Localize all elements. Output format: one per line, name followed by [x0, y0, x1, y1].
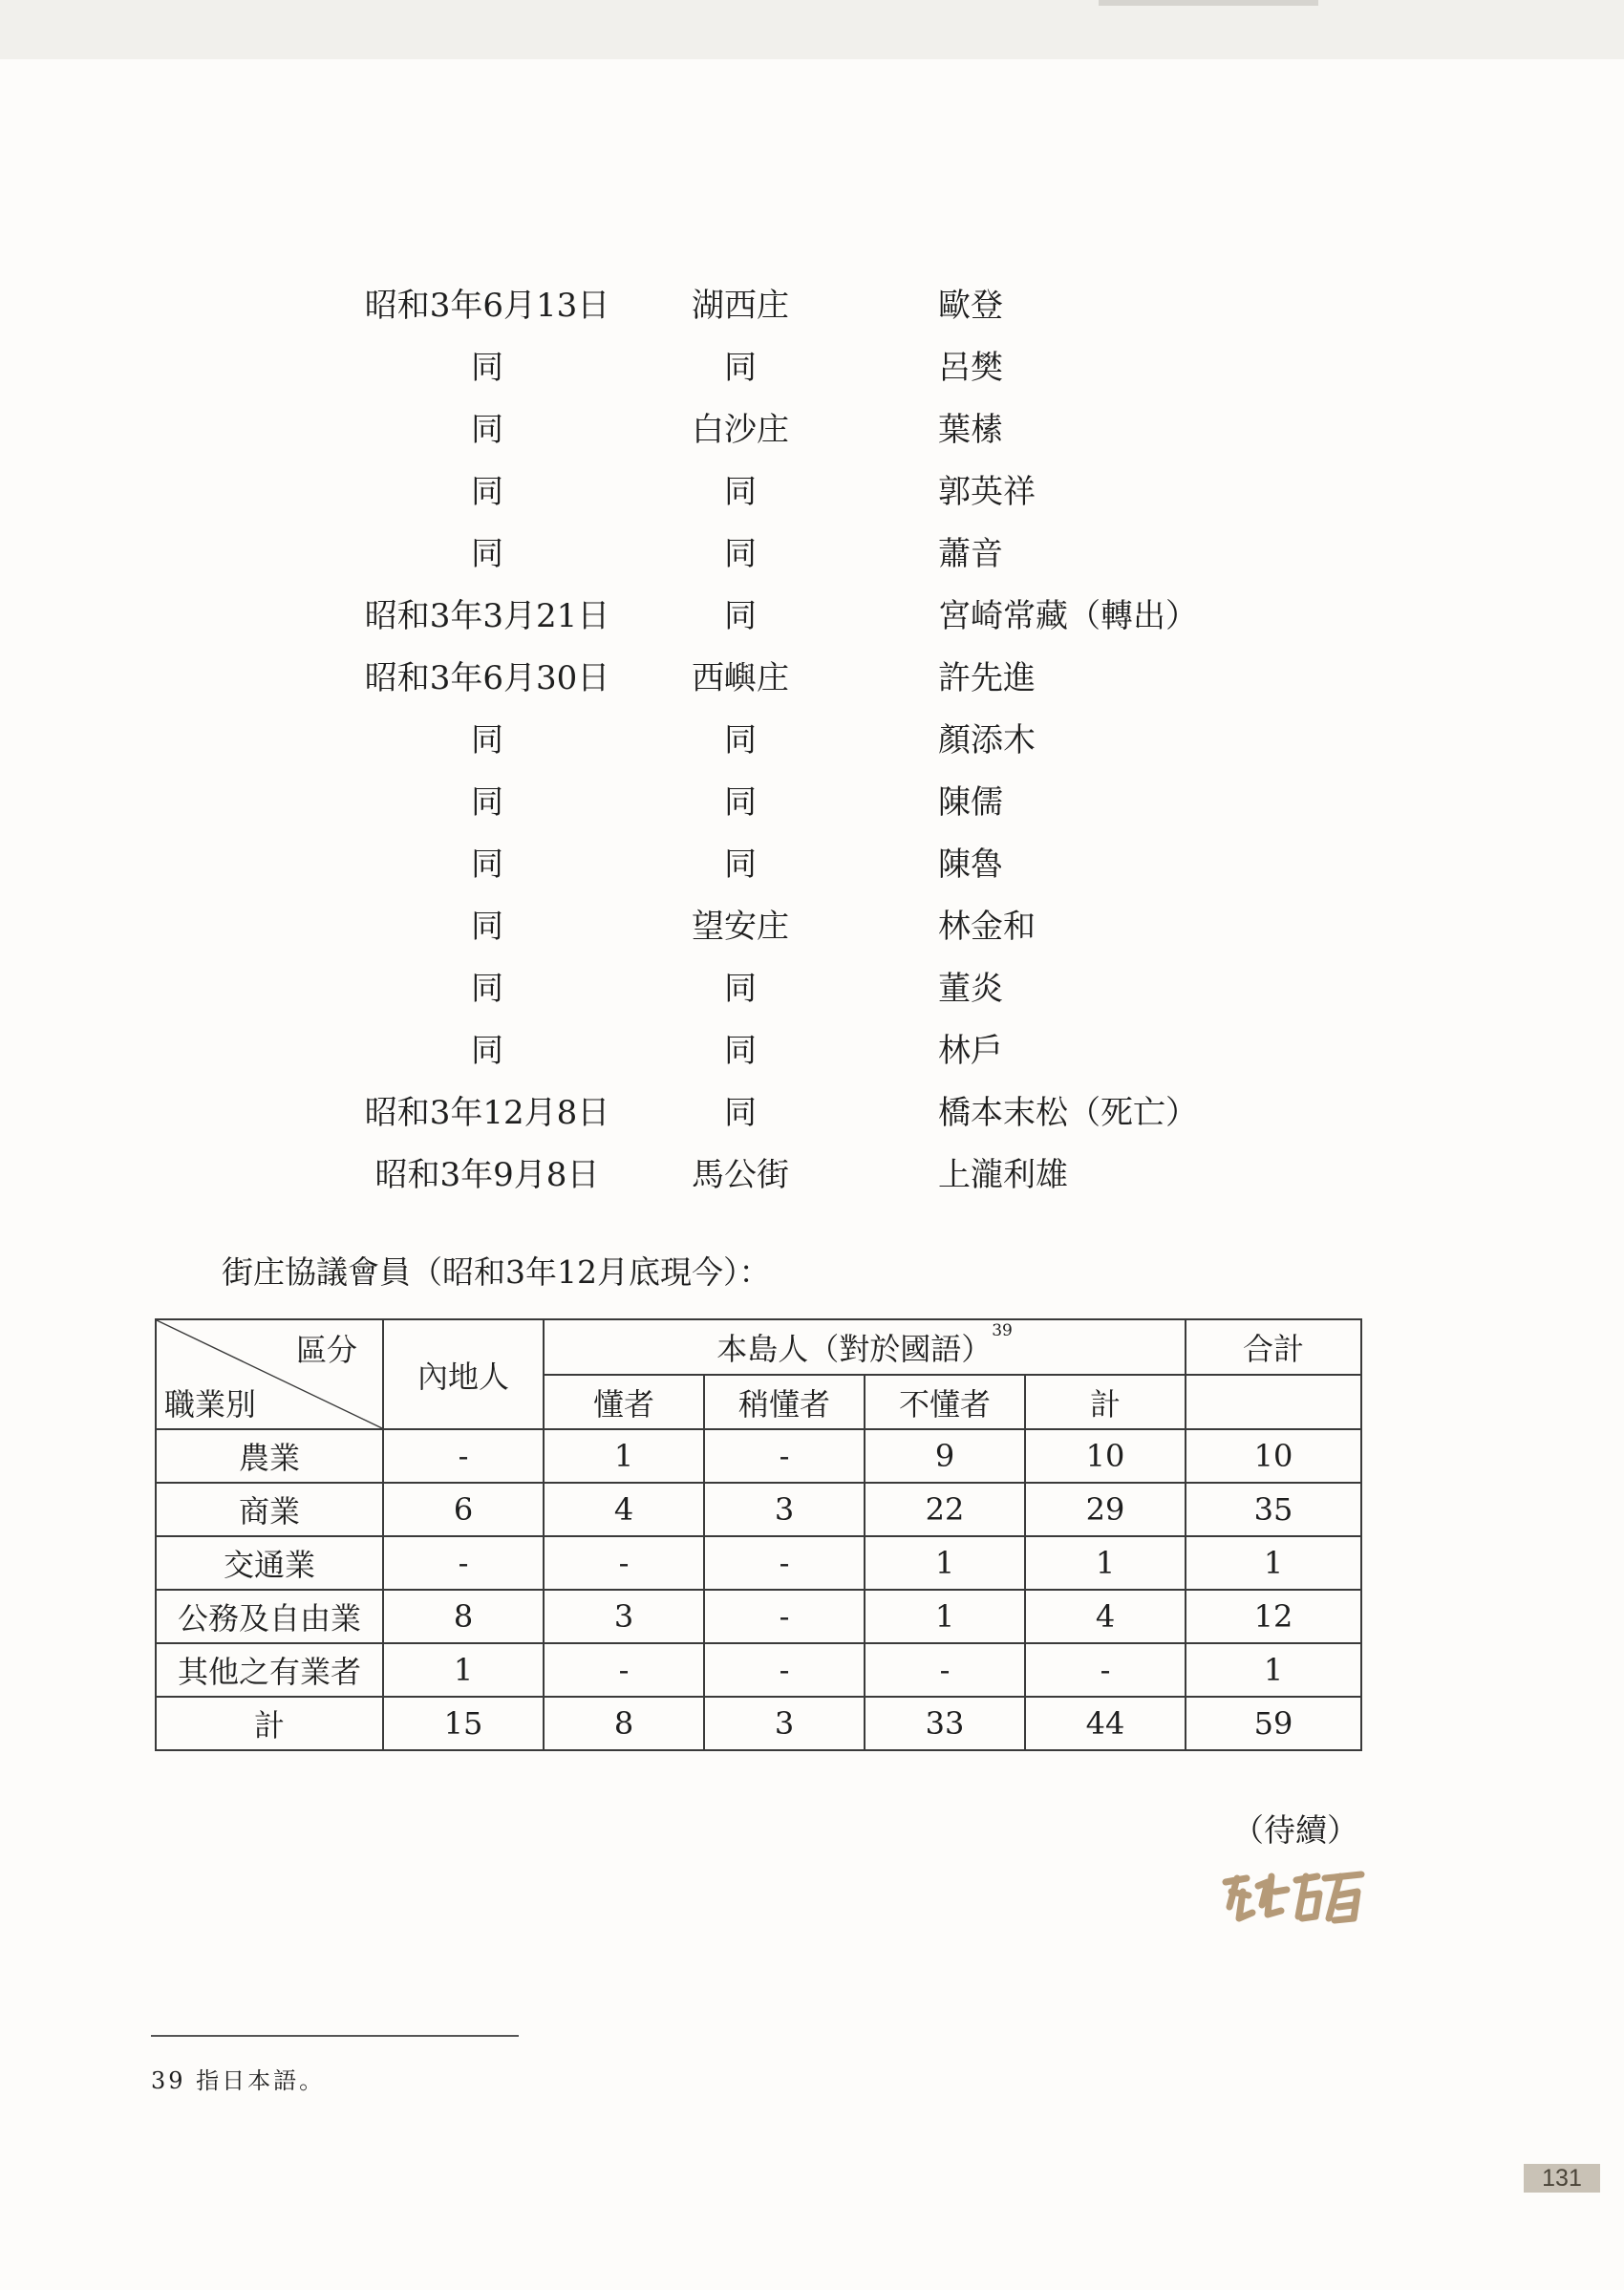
table-cell: 3: [704, 1483, 865, 1536]
table-cell: -: [544, 1536, 704, 1590]
table-cell: 1: [383, 1643, 544, 1697]
roster-date: 昭和3年6月30日: [364, 659, 610, 697]
table-row: [156, 1429, 1361, 1483]
table-row: [156, 1536, 1361, 1590]
table-cell: -: [544, 1643, 704, 1697]
roster-name: 歐登: [938, 287, 1003, 325]
roster-place: 西嶼庄: [692, 659, 789, 697]
table-cell: -: [704, 1536, 865, 1590]
roster-name: 葉榡: [938, 411, 1003, 449]
roster-name: 蕭音: [938, 535, 1003, 573]
roster-name: 陳魯: [938, 845, 1003, 884]
roster-name: 橋本末松（死亡）: [938, 1094, 1198, 1132]
roster-row: [344, 712, 1299, 769]
roster-name: 郭英祥: [938, 473, 1036, 511]
row-label: 公務及自由業: [156, 1590, 383, 1643]
table-cell: 29: [1025, 1483, 1186, 1536]
table-cell: 1: [1186, 1536, 1361, 1590]
row-label: 交通業: [156, 1536, 383, 1590]
publication-seal-logo: [1218, 1863, 1371, 1930]
table-cell: 35: [1186, 1483, 1361, 1536]
roster-place: 同: [724, 535, 757, 573]
occupation-table: [155, 1318, 1362, 1751]
table-cell: 10: [1025, 1429, 1186, 1483]
table-row: [156, 1590, 1361, 1643]
occupation-table-body: [156, 1429, 1361, 1750]
roster-place: 同: [724, 1032, 757, 1070]
roster-row: [344, 1146, 1299, 1204]
table-cell: 15: [383, 1697, 544, 1750]
header-hontou: [544, 1319, 1186, 1375]
roster-place: 同: [724, 783, 757, 822]
roster-place: 白沙庄: [692, 411, 789, 449]
roster-name: 林金和: [938, 908, 1036, 946]
roster-name: 上瀧利雄: [938, 1156, 1068, 1194]
roster-row: [344, 588, 1299, 645]
table-cell: 1: [865, 1536, 1025, 1590]
table-cell: 10: [1186, 1429, 1361, 1483]
row-label: 農業: [156, 1429, 383, 1483]
roster-place: 同: [724, 721, 757, 760]
footnote-39: 39 指日本語。: [151, 2067, 326, 2094]
roster-row: [344, 1022, 1299, 1080]
table-cell: -: [383, 1429, 544, 1483]
table-cell: -: [1025, 1643, 1186, 1697]
header-hontou-label: 本島人（對於國語）: [716, 1331, 993, 1367]
roster-date: 昭和3年3月21日: [364, 597, 610, 635]
header-sub-somewhat: 稍懂者: [704, 1375, 865, 1429]
roster-name: 顏添木: [938, 721, 1036, 760]
roster-row: [344, 339, 1299, 396]
roster-name: 宮崎常藏（轉出）: [938, 597, 1198, 635]
table-row: [156, 1697, 1361, 1750]
table-cell: 3: [544, 1590, 704, 1643]
header-naichi: 內地人: [383, 1319, 544, 1429]
roster-place: 湖西庄: [692, 287, 789, 325]
roster-place: 同: [724, 349, 757, 387]
header-sub-not-understand: 不懂者: [865, 1375, 1025, 1429]
roster-row: [344, 277, 1299, 334]
table-cell: 8: [383, 1590, 544, 1643]
roster-date: 同: [471, 411, 503, 449]
header-sub-understand: 懂者: [544, 1375, 704, 1429]
header-total: 合計: [1186, 1319, 1361, 1375]
roster-name: 陳儒: [938, 783, 1003, 822]
roster-date: 昭和3年6月13日: [364, 287, 610, 325]
roster-place: 同: [724, 473, 757, 511]
roster-row: [344, 1084, 1299, 1142]
table-cell: 1: [544, 1429, 704, 1483]
roster-date: 同: [471, 535, 503, 573]
roster-place: 同: [724, 845, 757, 884]
roster-row: [344, 774, 1299, 831]
table-cell: 59: [1186, 1697, 1361, 1750]
table-cell: 1: [1025, 1536, 1186, 1590]
roster-name: 林戶: [938, 1032, 1003, 1070]
table-cell: 33: [865, 1697, 1025, 1750]
table-cell: 12: [1186, 1590, 1361, 1643]
table-row: [156, 1483, 1361, 1536]
roster-date: 同: [471, 908, 503, 946]
roster-row: [344, 898, 1299, 955]
roster-name: 許先進: [938, 659, 1036, 697]
row-label: 商業: [156, 1483, 383, 1536]
roster-place: 同: [724, 597, 757, 635]
top-bar-decoration: [1099, 0, 1318, 6]
corner-label-category: 區分: [295, 1332, 357, 1368]
footnote-ref: 39: [992, 1321, 1013, 1340]
corner-label-occupation: 職業別: [164, 1386, 257, 1423]
header-total-blank: [1186, 1375, 1361, 1429]
table-cell: 3: [704, 1697, 865, 1750]
roster-row: [344, 960, 1299, 1017]
roster-date: 昭和3年9月8日: [374, 1156, 600, 1194]
table-cell: 6: [383, 1483, 544, 1536]
roster-date: 同: [471, 783, 503, 822]
roster-place: 馬公街: [692, 1156, 789, 1194]
roster-date: 同: [471, 845, 503, 884]
table-cell: -: [704, 1429, 865, 1483]
table-cell: 9: [865, 1429, 1025, 1483]
table-cell: -: [704, 1643, 865, 1697]
table-cell: 1: [1186, 1643, 1361, 1697]
roster-row: [344, 836, 1299, 893]
roster-date: 同: [471, 473, 503, 511]
roster-place: 同: [724, 1094, 757, 1132]
table-corner-cell: [156, 1319, 383, 1429]
roster-date: 同: [471, 970, 503, 1008]
table-cell: 22: [865, 1483, 1025, 1536]
table-row: [156, 1643, 1361, 1697]
table-cell: -: [865, 1643, 1025, 1697]
table-cell: -: [383, 1536, 544, 1590]
table-cell: 8: [544, 1697, 704, 1750]
roster-date: 同: [471, 1032, 503, 1070]
page-top-band: [0, 0, 1624, 59]
table-cell: 44: [1025, 1697, 1186, 1750]
row-label: 其他之有業者: [156, 1643, 383, 1697]
roster-row: [344, 463, 1299, 521]
roster-date: 同: [471, 721, 503, 760]
roster-name: 呂樊: [938, 349, 1003, 387]
roster-date: 同: [471, 349, 503, 387]
table-cell: 1: [865, 1590, 1025, 1643]
continued-note: （待續）: [1232, 1811, 1358, 1849]
footnote-rule: [151, 2035, 519, 2037]
page-number: 131: [1524, 2164, 1600, 2193]
roster-name: 董炎: [938, 970, 1003, 1008]
roster-place: 同: [724, 970, 757, 1008]
row-label: 計: [156, 1697, 383, 1750]
roster-date: 昭和3年12月8日: [364, 1094, 610, 1132]
table-cell: 4: [1025, 1590, 1186, 1643]
roster-row: [344, 401, 1299, 459]
roster-place: 望安庄: [692, 908, 789, 946]
roster-row: [344, 650, 1299, 707]
table-cell: 4: [544, 1483, 704, 1536]
roster-row: [344, 525, 1299, 583]
table-caption: 街庄協議會員（昭和3年12月底現今）：: [222, 1253, 771, 1291]
table-cell: -: [704, 1590, 865, 1643]
header-sub-subtotal: 計: [1025, 1375, 1186, 1429]
